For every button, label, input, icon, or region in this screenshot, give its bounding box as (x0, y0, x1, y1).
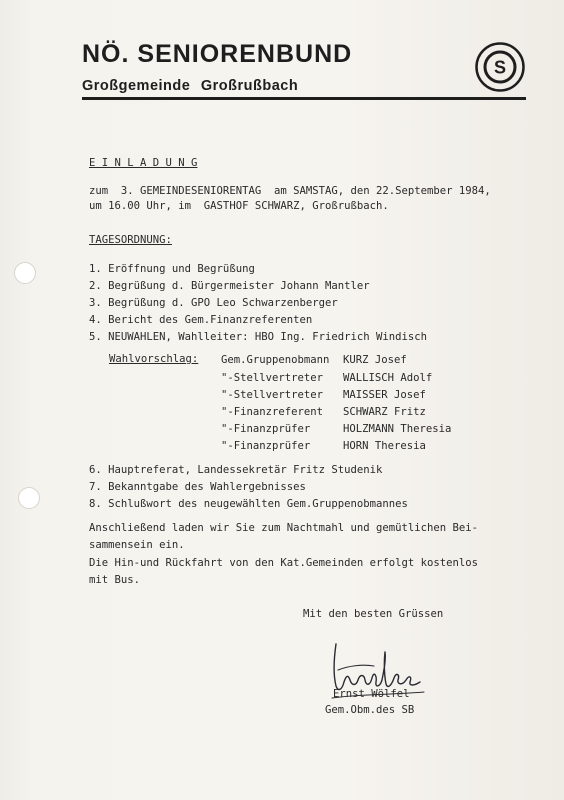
proposal-name: SCHWARZ Fritz (343, 406, 426, 418)
signer-title: Gem.Obm.des SB (325, 704, 415, 716)
proposal-name: HORN Theresia (343, 440, 426, 452)
greeting: Mit den besten Grüssen (303, 608, 444, 620)
proposal-name: HOLZMANN Theresia (343, 423, 452, 435)
letter-heading: E I N L A D U N G (89, 157, 198, 169)
proposal-role: "-Stellvertreter (221, 372, 324, 384)
agenda-item-7: 7. Bekanntgabe des Wahlergebnisses (89, 481, 306, 493)
proposal-role: "-Finanzreferent (221, 406, 324, 418)
seniorenbund-logo-icon (475, 42, 525, 92)
agenda-item-2: 2. Begrüßung d. Bürgermeister Johann Mantler (89, 280, 370, 292)
intro-line-1: zum 3. GEMEINDESENIORENTAG am SAMSTAG, den 22.September 1984, (89, 185, 491, 197)
closing-line-2: sammensein ein. (89, 539, 185, 551)
signer-name: Ernst Wölfel (333, 688, 410, 700)
punch-hole-bottom (18, 487, 40, 509)
proposal-label: Wahlvorschlag: (109, 353, 199, 365)
agenda-item-1: 1. Eröffnung und Begrüßung (89, 263, 255, 275)
agenda-item-5: 5. NEUWAHLEN, Wahlleiter: HBO Ing. Friedrich Windisch (89, 331, 428, 343)
proposal-role: "-Stellvertreter (221, 389, 324, 401)
logo-letter: S (493, 57, 507, 78)
proposal-name: WALLISCH Adolf (343, 372, 433, 384)
proposal-role: "-Finanzprüfer (221, 440, 311, 452)
agenda-item-6: 6. Hauptreferat, Landessekretär Fritz Studenik (89, 464, 383, 476)
closing-line-4: mit Bus. (89, 574, 141, 586)
proposal-role: Gem.Gruppenobmann (221, 354, 330, 366)
agenda-item-8: 8. Schlußwort des neugewählten Gem.Gruppenobmannes (89, 498, 408, 510)
agenda-item-3: 3. Begrüßung d. GPO Leo Schwarzenberger (89, 297, 338, 309)
organization-title: NÖ. SENIORENBUND (82, 40, 353, 68)
proposal-name: MAISSER Josef (343, 389, 426, 401)
header-rule (82, 97, 526, 100)
punch-hole-top (14, 262, 36, 284)
agenda-heading: TAGESORDNUNG: (89, 234, 172, 246)
agenda-item-4: 4. Bericht des Gem.Finanzreferenten (89, 314, 313, 326)
intro-line-2: um 16.00 Uhr, im GASTHOF SCHWARZ, Großrußbach. (89, 200, 389, 212)
proposal-role: "-Finanzprüfer (221, 423, 311, 435)
proposal-name: KURZ Josef (343, 354, 407, 366)
organization-subtitle: Großgemeinde Großrußbach (82, 78, 299, 94)
closing-line-3: Die Hin-und Rückfahrt von den Kat.Gemeinden erfolgt kostenlos (89, 557, 479, 569)
closing-line-1: Anschließend laden wir Sie zum Nachtmahl und gemütlichen Bei- (89, 522, 479, 534)
